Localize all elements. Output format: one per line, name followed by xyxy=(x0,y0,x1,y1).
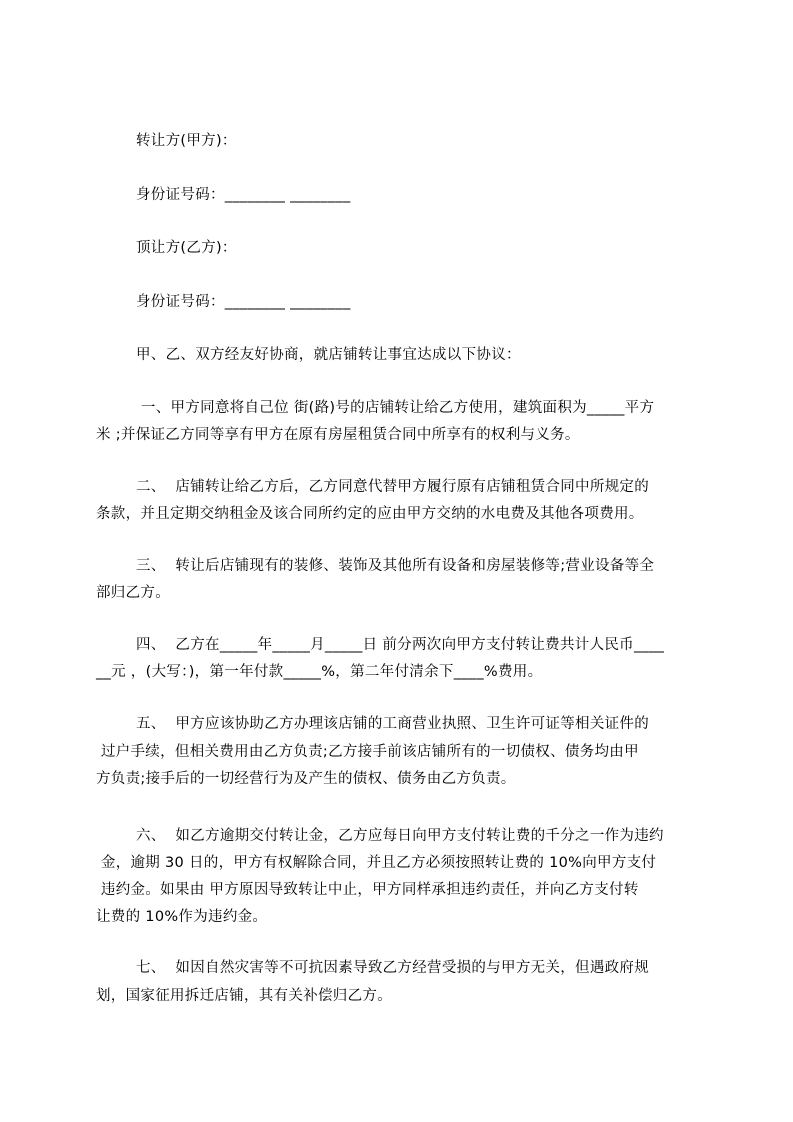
clause-3-line-2: 部归乙方。 xyxy=(96,585,170,601)
clause-4-line-2: __元 ，(大写：)，第一年付款_____%，第二年付清余下____%费用。 xyxy=(96,664,543,680)
clause-1-line-2: 米 ;并保证乙方同等享有甲方在原有房屋租赁合同中所享有的权利与义务。 xyxy=(96,427,580,443)
clause-3-line-1: 三、 转让后店铺现有的装修、装饰及其他所有设备和房屋装修等;营业设备等全 xyxy=(136,558,655,574)
clause-7-line-2: 划，国家征用拆迁店铺，其有关补偿归乙方。 xyxy=(96,988,392,1004)
transferee-id-line: 身份证号码：________ ________ xyxy=(136,294,351,310)
transferor-label: 转让方(甲方)： xyxy=(136,133,237,149)
transferor-id-line: 身份证号码：________ ________ xyxy=(136,187,351,203)
clause-6-line-2: 金，逾期 30 日的，甲方有权解除合同，并且乙方必须按照转让费的 10%向甲方支付 xyxy=(96,855,657,871)
clause-5-line-2: 过户手续，但相关费用由乙方负责;乙方接手前该店铺所有的一切债权、债务均由甲 xyxy=(96,744,639,760)
clause-5-line-1: 五、 甲方应该协助乙方办理该店铺的工商营业执照、卫生许可证等相关证件的 xyxy=(136,716,650,732)
agreement-intro: 甲、乙、双方经友好协商，就店铺转让事宜达成以下协议： xyxy=(136,347,521,363)
clause-5-line-3: 方负责;接手后的一切经营行为及产生的债权、债务由乙方负责。 xyxy=(96,771,516,787)
clause-1-line-1: 一、甲方同意将自己位 街(路)号的店铺转让给乙方使用，建筑面积为_____平方 xyxy=(136,400,655,416)
clause-2-line-2: 条款，并且定期交纳租金及该合同所约定的应由甲方交纳的水电费及其他各项费用。 xyxy=(96,506,644,522)
transferee-label: 顶让方(乙方)： xyxy=(136,240,237,256)
clause-6-line-1: 六、 如乙方逾期交付转让金，乙方应每日向甲方支付转让费的千分之一作为违约 xyxy=(136,828,664,844)
clause-6-line-4: 让费的 10%作为违约金。 xyxy=(96,909,268,925)
clause-7-line-1: 七、 如因自然灾害等不可抗因素导致乙方经营受损的与甲方无关，但遇政府规 xyxy=(136,960,650,976)
clause-6-line-3: 违约金。如果由 甲方原因导致转让中止，甲方同样承担违约责任，并向乙方支付转 xyxy=(96,882,639,898)
clause-2-line-1: 二、 店铺转让给乙方后，乙方同意代替甲方履行原有店铺租赁合同中所规定的 xyxy=(136,479,650,495)
clause-4-line-1: 四、 乙方在_____年_____月_____日 前分两次向甲方支付转让费共计人民币____ xyxy=(136,637,665,653)
